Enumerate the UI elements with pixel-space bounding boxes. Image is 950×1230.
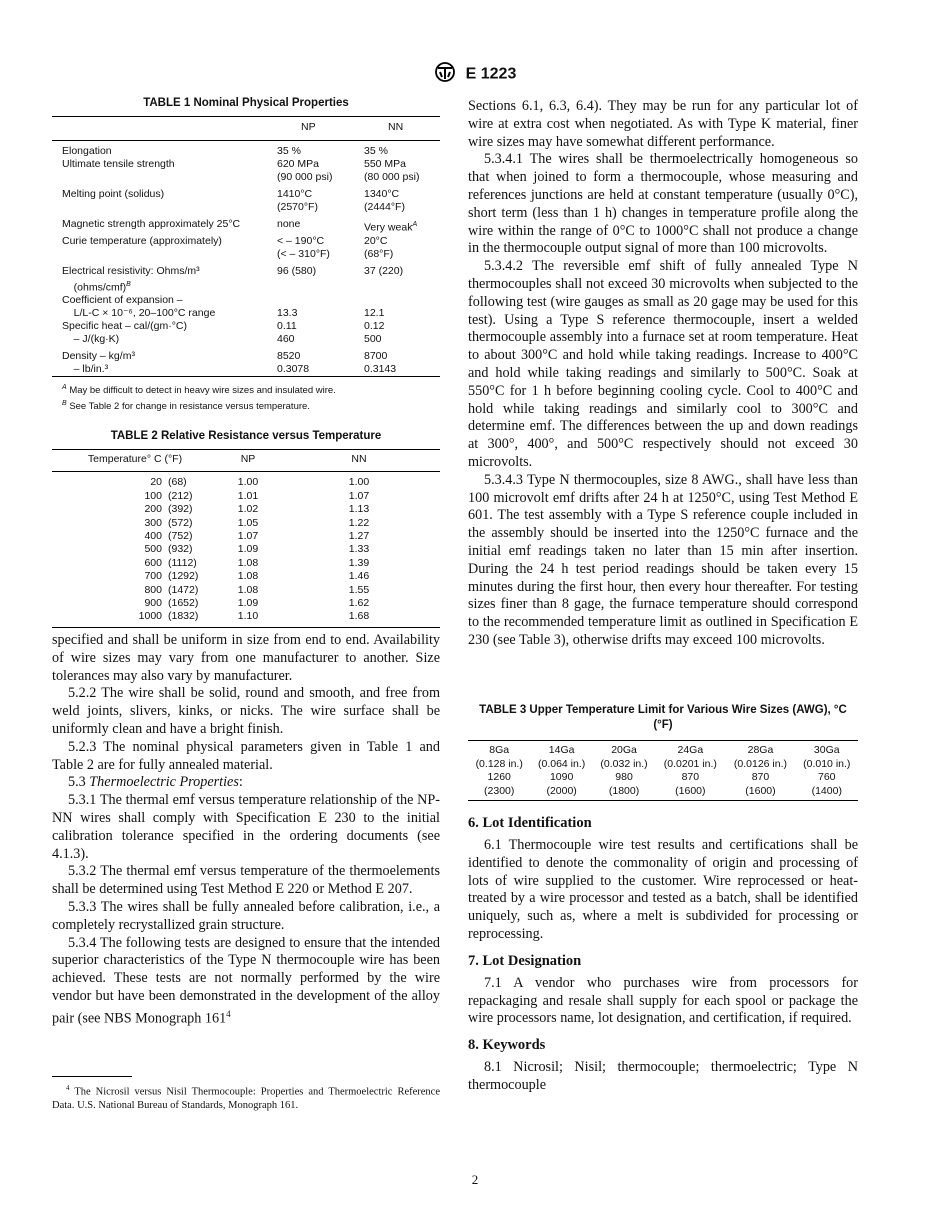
table3-cell: (1800) xyxy=(608,784,640,797)
table3-cell: 1260 xyxy=(487,771,511,783)
table1-cell-nn xyxy=(364,278,440,295)
table1-cell-nn-value: 35 % xyxy=(364,145,388,157)
table3-cell: (0.010 in.) xyxy=(803,757,851,770)
table2-cell-fahrenheit: (932) xyxy=(168,543,193,556)
table2-row xyxy=(52,472,440,490)
table2-cell-fahrenheit: (1292) xyxy=(168,570,199,583)
table2-cell-np: 1.05 xyxy=(237,516,259,529)
table1-header-np: NP xyxy=(277,117,364,141)
table1-cell-property xyxy=(52,171,277,184)
table1-cell-nn-value: 550 MPa xyxy=(364,158,407,170)
paragraph xyxy=(52,739,440,775)
paragraph xyxy=(52,899,440,935)
table3-cell: 870 xyxy=(681,771,700,783)
table2-row xyxy=(52,530,440,543)
table1-cell-nn-value: 20°C xyxy=(364,234,388,247)
table1-cell-nn-value: 500 xyxy=(364,333,382,345)
table2-row xyxy=(52,610,440,627)
table1-cell-nn xyxy=(364,307,440,320)
table1-cell-nn xyxy=(364,333,440,346)
table1-cell-np: (2570°F) xyxy=(277,201,318,213)
table3-cell: 20Ga xyxy=(611,744,637,756)
table1-title: TABLE 1 Nominal Physical Properties xyxy=(143,97,349,109)
table2-cell-fahrenheit: (1112) xyxy=(168,556,197,569)
paragraph xyxy=(52,792,440,863)
paragraph: Sections 6.1, 6.3, 6.4). They may be run for any particular lot of wire at extra cost when negotiated. As with Type K material, finer wire sizes may have somewhat different performance. xyxy=(468,98,858,150)
table2-cell-fahrenheit: (68) xyxy=(168,476,187,489)
table2-cell-fahrenheit: (212) xyxy=(168,489,193,502)
table2-cell-np: 1.02 xyxy=(237,503,259,516)
table1-cell-property: Coefficient of expansion – xyxy=(62,294,183,306)
table1-cell-nn-value: 0.12 xyxy=(364,320,385,332)
table1-row xyxy=(52,363,440,377)
table3-cell: 760 xyxy=(818,771,836,783)
table1-row xyxy=(52,278,440,295)
table2-cell-nn: 1.68 xyxy=(348,610,370,623)
table1-row xyxy=(52,158,440,171)
table3-container xyxy=(468,703,858,801)
table1-row xyxy=(52,261,440,278)
section-heading: 8. Keywords xyxy=(468,1037,546,1054)
table1-cell-property: – lb/in.³ xyxy=(62,363,109,375)
table1-cell-nn-value: Very weak xyxy=(364,221,413,234)
table1-cell-np: 0.3078 xyxy=(277,363,310,375)
table1-cell-property xyxy=(52,201,277,214)
table2-body xyxy=(52,472,440,627)
table2-row xyxy=(52,490,440,503)
table1-cell-np: 96 (580) xyxy=(277,264,317,277)
table1-cell-nn xyxy=(364,248,440,261)
table1-row xyxy=(52,141,440,159)
table2-cell-celsius: 20 xyxy=(150,476,162,489)
table1-row xyxy=(52,248,440,261)
footnote-mark: B xyxy=(126,280,131,288)
table2-row xyxy=(52,543,440,556)
table1-row xyxy=(52,235,440,248)
table2-row xyxy=(52,597,440,610)
table1-cell-nn-value: (2444°F) xyxy=(364,201,405,213)
paragraph: 5.3.4.2 The reversible emf shift of fully annealed Type N thermocouples shall not exceed 30 microvolts when subjected to the following test (wire gauges as small as 20 gage may be used for this test). Using a Type S reference thermocouple, insert a welded thermocouple assembly into a furnace set at room temperature. Heat to about 300°C and hold while taking readings. Increase to 400°C and hold while taking readings and similarly to 500°C. Soak at 550°C for 1 h before beginning cooling cycle. Cool to 400°C and hold while taking readings and similarly cool to 300°C and determine emf. The differences between the up and down readings at 300°, 400°, and 500°C respectively should not exceed 30 microvolts. xyxy=(468,258,858,470)
table1-cell-nn xyxy=(364,141,440,159)
table2-cell-nn: 1.00 xyxy=(348,476,370,489)
table2-cell-nn: 1.22 xyxy=(348,516,370,529)
table1-cell-nn-value: (80 000 psi) xyxy=(364,171,420,183)
table3-cell: (0.0126 in.) xyxy=(733,757,788,770)
table2-cell-celsius: 100 xyxy=(144,489,162,502)
table2-cell-nn: 1.46 xyxy=(348,570,370,583)
table1-header-row xyxy=(52,117,440,141)
table3 xyxy=(468,740,858,801)
table3-cell: 8Ga xyxy=(489,744,510,756)
paragraph-suffix: : xyxy=(238,774,243,791)
paragraph-text: specified and shall be uniform in size from end to end. Availability of wire sizes may vary from one manufacturer to another. Size tolerances may also vary by manufacturer. xyxy=(52,632,440,684)
table3-cell: (1600) xyxy=(745,784,776,797)
table1-cell-np: (< – 310°F) xyxy=(277,247,330,260)
table1-row xyxy=(52,184,440,201)
table1-row xyxy=(52,320,440,333)
table3-cell: 980 xyxy=(615,771,633,783)
table1-cell-property xyxy=(52,248,277,261)
table3-row xyxy=(468,741,858,758)
table1-cell-property: (ohms/cmf)$^B$ xyxy=(62,280,131,293)
table2-cell-np: 1.01 xyxy=(237,489,259,502)
astm-logo-icon xyxy=(434,62,456,87)
table1-cell-np xyxy=(277,294,364,307)
table1-cell-np: 460 xyxy=(277,333,295,345)
table2-cell-np: 1.07 xyxy=(237,529,259,542)
table1-body xyxy=(52,141,440,377)
table1-row xyxy=(52,201,440,214)
table1-cell-nn-value: 1340°C xyxy=(364,188,400,200)
table2-cell-celsius: 800 xyxy=(144,583,162,596)
table2-cell-np: 1.10 xyxy=(237,610,259,623)
paragraph xyxy=(52,774,440,792)
paragraph-text: 5.3.2 The thermal emf versus temperature of the thermoelements shall be determined using Test Method E 220 or Method E 207. xyxy=(52,863,440,898)
table1-cell-nn xyxy=(364,158,440,171)
table1-cell-nn xyxy=(364,201,440,214)
paragraph-italic: Thermoelectric Properties xyxy=(89,774,239,791)
table2-header-row xyxy=(52,450,440,472)
section-heading: 7. Lot Designation xyxy=(468,952,582,969)
paragraph xyxy=(52,685,440,738)
table3-cell: (0.032 in.) xyxy=(600,757,648,770)
table2 xyxy=(52,449,440,627)
table1-header-property xyxy=(52,117,277,141)
table2-cell-celsius: 700 xyxy=(144,570,162,583)
table3-cell: 14Ga xyxy=(548,744,575,756)
section-body: 6.1 Thermocouple wire test results and certifications shall be identified to denote the commonality of origin and processing of lots of wire supplied to the customer. Wire reprocessed or heat-treated by a wire processor and tested as a batch, shall be identified uniquely, such as, where a melt is subdivided for processing or reprocessing. xyxy=(468,837,858,942)
table1-cell-nn xyxy=(364,363,440,377)
table1-cell-np: (90 000 psi) xyxy=(277,171,333,183)
table1-cell-property: L/L-C × 10⁻⁶, 20–100°C range xyxy=(62,307,216,319)
table2-row xyxy=(52,570,440,583)
footnote-4: $^4$ The Nicrosil versus Nisil Thermocouple: Properties and Thermoelectric Reference Data. U.S. National Bureau of Standards, Monograph 161. xyxy=(52,1084,441,1111)
table3-cell: (2000) xyxy=(546,784,577,797)
table1-cell-nn xyxy=(364,294,440,307)
table1-cell-property: Density – kg/m³ xyxy=(62,350,135,362)
table1-cell-np: 0.11 xyxy=(277,320,297,332)
table2-row xyxy=(52,503,440,516)
table2-title: TABLE 2 Relative Resistance versus Temperature xyxy=(110,430,382,443)
table1-cell-np: 1410°C xyxy=(277,188,313,200)
paragraph: 5.3.4.3 Type N thermocouples, size 8 AWG., shall have less than 100 microvolt emf drifts after 24 h at 1250°C, using Test Method E 601. The test assembly with a Type S reference couple included in the assembly should be inserted into the 1250°C furnace and the initial emf readings taken no later than 15 min after insertion. During the 24 h test period readings should be taken every 15 minutes during the first hour, then every hour thereafter. For testing sizes finer than 8 gage, the furnace temperature should correspond to the recommended temperature limit as outlined in Specification E 230 (see Table 3), otherwise drifts may exceed 100 microvolts. xyxy=(468,471,858,648)
table1-cell-nn-value: 0.3143 xyxy=(364,363,397,375)
table1-cell-nn-value: 37 (220) xyxy=(364,264,404,277)
paragraph-text: 5.3.4 The following tests are designed to ensure that the intended superior characteristics of the Type N thermocouple wire has been achieved. These tests are not normally performed by the wire vendor but have been demonstrated in the development of the alloy pair (see NBS Monograph 161 xyxy=(52,934,440,1027)
table1-cell-property: Melting point (solidus) xyxy=(62,188,165,200)
table2-cell-np: 1.09 xyxy=(237,543,259,556)
table2-cell-np: 1.09 xyxy=(237,596,259,609)
table1-cell-np: 8520 xyxy=(277,350,301,362)
table3-cell: 870 xyxy=(751,771,770,783)
table1-cell-property: Ultimate tensile strength xyxy=(62,158,175,170)
paragraph-text: 5.3.1 The thermal emf versus temperature relationship of the NP-NN wires shall comply with Specification E 230 to the initial calibration tolerance specified in the ordering documents (see 4.1.3). xyxy=(52,792,440,862)
table1-footnote-b: $^B$ See Table 2 for change in resistance versus temperature. xyxy=(62,400,310,413)
table1-cell-nn xyxy=(364,214,440,235)
table3-cell: 1090 xyxy=(549,771,574,783)
table2-header-np: NP xyxy=(218,450,278,472)
table2-cell-celsius: 400 xyxy=(144,529,162,542)
table1-cell-nn xyxy=(364,235,440,248)
table3-cell: (2300) xyxy=(484,784,515,797)
table1-cell-property: Curie temperature (approximately) xyxy=(62,234,222,247)
paragraph xyxy=(52,632,440,685)
table2-cell-fahrenheit: (392) xyxy=(168,503,193,516)
table2-cell-celsius: 300 xyxy=(144,516,162,529)
table1-cell-nn xyxy=(364,184,440,201)
table1-cell-nn xyxy=(364,346,440,363)
table2-header-nn: NN xyxy=(278,450,440,472)
page-number: 2 xyxy=(471,1172,479,1187)
table2-cell-nn: 1.39 xyxy=(348,556,370,569)
table1-header-nn: NN xyxy=(364,117,440,141)
table2-cell-celsius: 600 xyxy=(144,556,162,569)
table1-cell-nn xyxy=(364,171,440,184)
table1-row xyxy=(52,294,440,307)
table2-cell-np: 1.08 xyxy=(237,570,259,583)
table1 xyxy=(52,116,440,377)
table1-cell-np: 620 MPa xyxy=(277,158,320,170)
table2-cell-celsius: 900 xyxy=(144,596,162,609)
standard-code: E 1223 xyxy=(465,65,517,83)
table2-cell-celsius: 1000 xyxy=(138,610,162,623)
table1-cell-nn-value: 12.1 xyxy=(364,307,385,319)
table3-row xyxy=(468,771,858,785)
table2-cell-nn: 1.27 xyxy=(348,529,370,542)
table2-row xyxy=(52,557,440,570)
table1-cell-np xyxy=(277,278,364,295)
paragraph: 5.3.4.1 The wires shall be thermoelectrically homogeneous so that when joined to form a thermocouple, whose measuring and references junctions are held at constant temperature (usually 0°C), short term (less than 1 h) changes in temperature profile along the wire within the range of 0°C to 1000°C shall not produce a change in the thermocouple output signal of more than 100 microvolts. xyxy=(468,151,858,257)
table3-title: TABLE 3 Upper Temperature Limit for Various Wire Sizes (AWG), °C (°F) xyxy=(479,704,847,731)
table2-cell-nn: 1.55 xyxy=(348,583,370,596)
table3-row xyxy=(468,785,858,801)
paragraph xyxy=(52,935,440,1029)
footnote-ref: 4 xyxy=(226,1008,231,1019)
table3-cell: 28Ga xyxy=(747,744,774,756)
left-column-text xyxy=(52,632,440,1028)
paragraph-prefix: 5.3 xyxy=(68,774,90,791)
table1-cell-property: Magnetic strength approximately 25°C xyxy=(62,218,241,230)
table1-cell-property: Elongation xyxy=(62,145,112,157)
table3-cell: (0.064 in.) xyxy=(537,757,586,770)
table2-cell-nn: 1.62 xyxy=(348,596,370,609)
paragraph-text: 5.2.2 The wire shall be solid, round and smooth, and free from weld joints, slivers, kinks, or nicks. The wire surface shall be uniformly clean and have a bright finish. xyxy=(52,685,440,737)
table2-cell-nn: 1.13 xyxy=(348,503,370,516)
left-column-tables xyxy=(52,96,440,628)
table1-row xyxy=(52,307,440,320)
table2-header-temperature: Temperature° C (°F) xyxy=(52,450,218,472)
table1-row xyxy=(52,171,440,184)
table2-cell-celsius: 500 xyxy=(144,543,162,556)
table1-cell-property: Electrical resistivity: Ohms/m³ xyxy=(62,264,200,277)
table1-row xyxy=(52,346,440,363)
table1-row xyxy=(52,333,440,346)
table1-footnotes xyxy=(52,381,440,413)
table2-row xyxy=(52,584,440,597)
table3-cell: (0.128 in.) xyxy=(475,757,523,770)
table3-cell: (0.0201 in.) xyxy=(663,757,717,770)
table1-cell-np: < – 190°C xyxy=(277,234,325,247)
table1-cell-nn-value: (68°F) xyxy=(364,247,394,260)
table1-cell-nn xyxy=(364,261,440,278)
footnote-mark: A xyxy=(412,221,418,228)
table1-cell-np: none xyxy=(277,218,301,230)
table1-row xyxy=(52,214,440,235)
table3-cell: (1600) xyxy=(675,784,706,797)
footnote-divider xyxy=(52,1076,132,1077)
table3-cell: 24Ga xyxy=(677,744,704,756)
table2-cell-fahrenheit: (752) xyxy=(168,529,193,542)
table2-cell-fahrenheit: (572) xyxy=(168,516,193,529)
table1-footnote-a: $^A$ May be difficult to detect in heavy wire sizes and insulated wire. xyxy=(62,384,336,397)
page-header xyxy=(0,62,950,87)
table2-cell-nn: 1.07 xyxy=(348,489,370,502)
table2-cell-nn: 1.33 xyxy=(348,543,370,556)
table1-cell-nn xyxy=(364,320,440,333)
right-column-text xyxy=(468,98,858,650)
table3-cell: 30Ga xyxy=(813,744,840,756)
table1-cell-np: 13.3 xyxy=(277,307,298,319)
table1-cell-property: Specific heat – cal/(gm·°C) xyxy=(62,320,187,332)
table2-cell-fahrenheit: (1832) xyxy=(168,610,199,623)
table2-cell-fahrenheit: (1472) xyxy=(168,583,199,596)
table1-cell-property: – J/(kg·K) xyxy=(62,333,120,345)
section-body: 8.1 Nicrosil; Nisil; thermocouple; thermoelectric; Type N thermocouple xyxy=(468,1059,858,1093)
section-body: 7.1 A vendor who purchases wire from processors for repackaging and resale shall supply for each spool or package the wire processors name, lot designation, and certification, if required. xyxy=(468,974,858,1027)
paragraph-text: 5.2.3 The nominal physical parameters given in Table 1 and Table 2 are for fully annealed material. xyxy=(52,738,440,773)
table2-cell-celsius: 200 xyxy=(144,503,162,516)
section-heading: 6. Lot Identification xyxy=(468,815,592,831)
table1-cell-np: 35 % xyxy=(277,145,301,157)
paragraph-text: 5.3.3 The wires shall be fully annealed before calibration, i.e., a completely recrystallized grain structure. xyxy=(52,898,440,933)
sections xyxy=(468,814,858,1095)
table2-cell-fahrenheit: (1652) xyxy=(168,596,199,609)
table2-cell-np: 1.08 xyxy=(237,556,259,569)
table1-cell-nn-value: 8700 xyxy=(364,350,388,362)
table2-row xyxy=(52,517,440,530)
table3-row xyxy=(468,758,858,772)
table2-cell-np: 1.00 xyxy=(237,476,259,489)
table3-cell: (1400) xyxy=(811,784,842,797)
table2-cell-np: 1.08 xyxy=(237,583,259,596)
paragraph xyxy=(52,863,440,899)
